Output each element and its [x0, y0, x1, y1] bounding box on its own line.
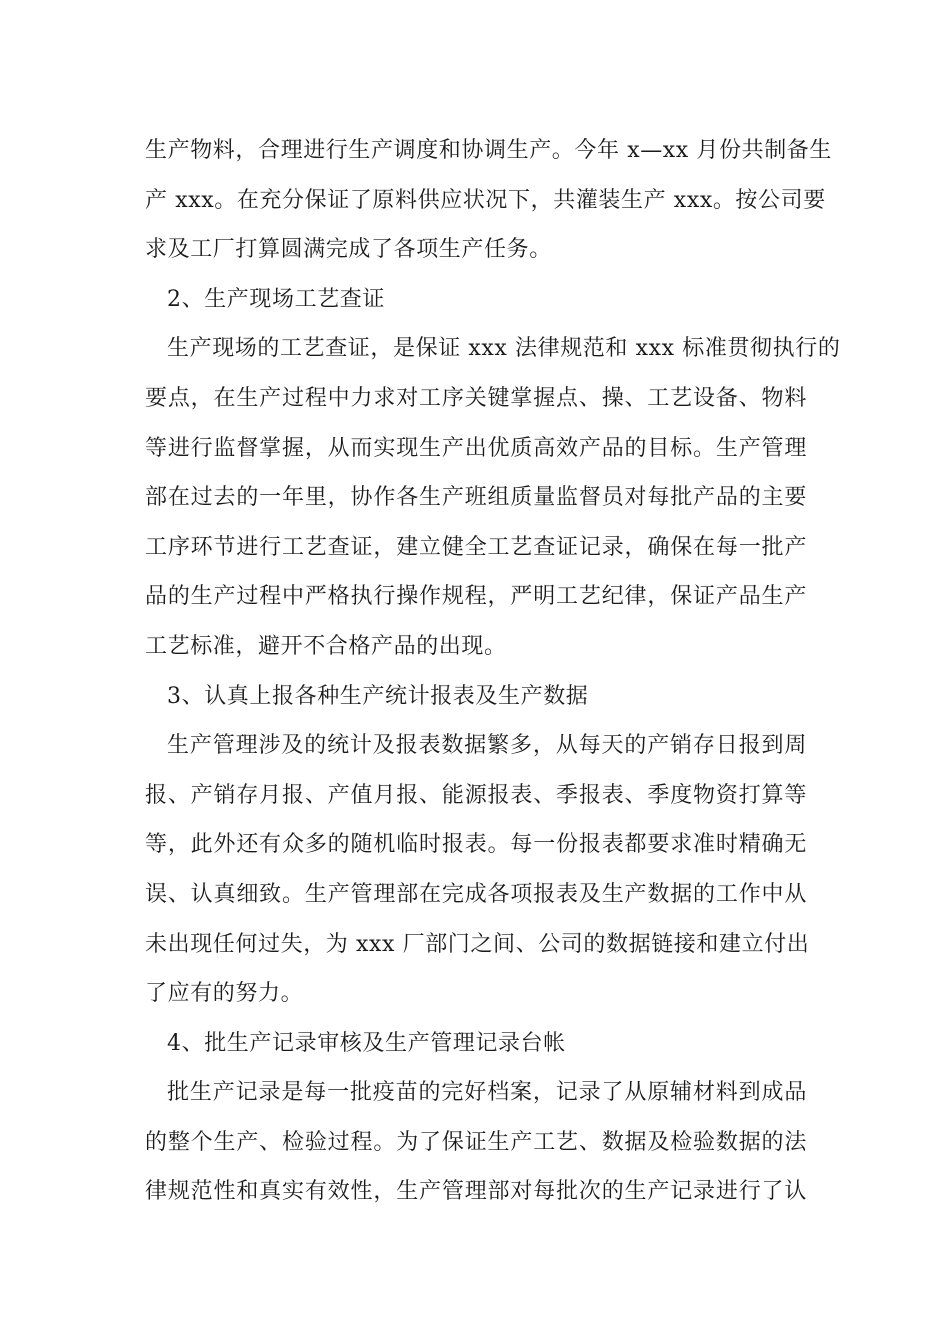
body-line: 等进行监督掌握，从而实现生产出优质高效产品的目标。生产管理 [145, 435, 807, 461]
paragraph-first-line: 生产现场的工艺查证，是保证 xxx 法律规范和 xxx 标准贯彻执行的 [167, 336, 841, 362]
body-line: 报、产销存月报、产值月报、能源报表、季报表、季度物资打算等 [145, 782, 807, 808]
section-heading: 2、生产现场工艺查证 [167, 286, 385, 312]
paragraph-first-line: 生产管理涉及的统计及报表数据繁多，从每天的产销存日报到周 [167, 733, 807, 759]
section-heading: 3、认真上报各种生产统计报表及生产数据 [167, 683, 589, 709]
body-line: 了应有的努力。 [145, 981, 304, 1007]
section-heading: 4、批生产记录审核及生产管理记录台帐 [167, 1030, 566, 1056]
body-line: 律规范性和真实有效性，生产管理部对每批次的生产记录进行了认 [145, 1179, 807, 1205]
body-line: 产 xxx。在充分保证了原料供应状况下，共灌装生产 xxx。按公司要 [145, 187, 826, 213]
body-line: 工序环节进行工艺查证，建立健全工艺查证记录，确保在每一批产 [145, 534, 807, 560]
body-line: 求及工厂打算圆满完成了各项生产任务。 [145, 237, 552, 263]
body-line: 的整个生产、检验过程。为了保证生产工艺、数据及检验数据的法 [145, 1129, 807, 1155]
body-line: 未出现任何过失，为 xxx 厂部门之间、公司的数据链接和建立付出 [145, 931, 810, 957]
body-line: 部在过去的一年里，协作各生产班组质量监督员对每批产品的主要 [145, 485, 807, 511]
paragraph-first-line: 批生产记录是每一批疫苗的完好档案，记录了从原辅材料到成品 [167, 1080, 807, 1106]
body-line: 品的生产过程中严格执行操作规程，严明工艺纪律，保证产品生产 [145, 584, 807, 610]
body-line: 误、认真细致。生产管理部在完成各项报表及生产数据的工作中从 [145, 881, 807, 907]
body-line: 要点，在生产过程中力求对工序关键掌握点、操、工艺设备、物料 [145, 385, 807, 411]
body-line: 工艺标准，避开不合格产品的出现。 [145, 633, 507, 659]
body-line: 生产物料，合理进行生产调度和协调生产。今年 x—xx 月份共制备生 [145, 138, 833, 163]
body-line: 等，此外还有众多的随机临时报表。每一份报表都要求准时精确无 [145, 832, 807, 858]
document-body [145, 126, 841, 1217]
